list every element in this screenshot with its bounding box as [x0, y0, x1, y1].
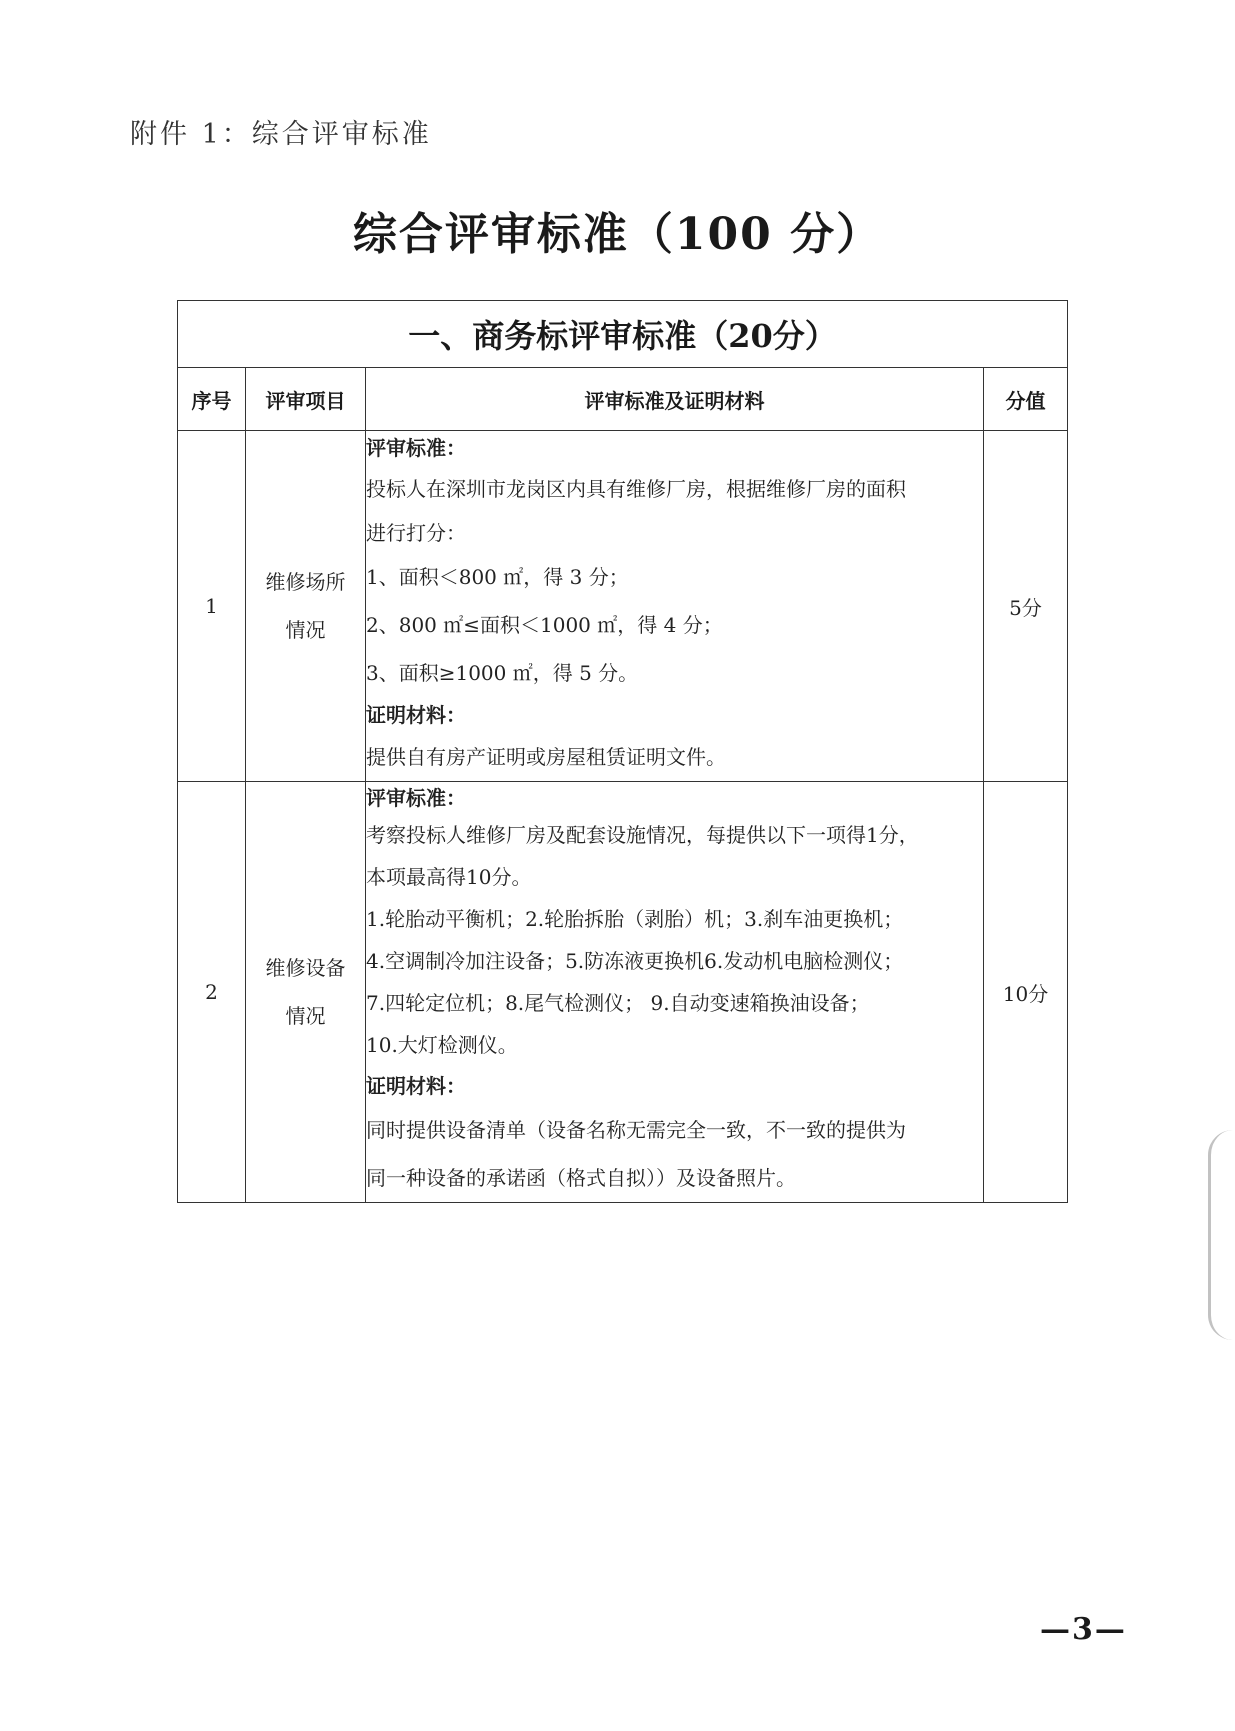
row-number: 2	[178, 782, 246, 1203]
attachment-label: 附件 1：综合评审标准	[130, 119, 432, 150]
criteria-line: 1.轮胎动平衡机；2.轮胎拆胎（剥胎）机；3.刹车油更换机；	[366, 907, 904, 931]
criteria-line: 10.大灯检测仪。	[366, 1033, 518, 1057]
evidence-label: 证明材料：	[366, 1074, 466, 1098]
evidence-line: 同时提供设备清单（设备名称无需完全一致，不一致的提供为	[366, 1118, 906, 1142]
review-criteria-table	[177, 300, 1068, 1203]
section-title: 一、商务标评审标准（20分）	[178, 301, 1068, 368]
review-item-line: 情况	[285, 618, 326, 642]
review-item-line: 维修设备	[265, 956, 346, 980]
evidence-line: 同一种设备的承诺函（格式自拟））及设备照片。	[366, 1166, 796, 1190]
criteria-label: 评审标准：	[366, 786, 466, 810]
criteria-line: 本项最高得10分。	[366, 865, 532, 889]
review-item	[246, 431, 366, 782]
evidence-line: 提供自有房产证明或房屋租赁证明文件。	[366, 745, 726, 769]
score-value: 5分	[984, 431, 1068, 782]
criteria-line: 进行打分：	[366, 521, 466, 545]
table-header-row	[178, 368, 1068, 431]
review-item	[246, 782, 366, 1203]
criteria-line: 7.四轮定位机；8.尾气检测仪； 9.自动变速箱换油设备；	[366, 991, 870, 1015]
page-number: —3—	[1040, 1612, 1127, 1647]
criteria-line: 1、面积＜800 ㎡，得 3 分；	[366, 565, 629, 589]
review-item-line: 情况	[285, 1004, 326, 1028]
criteria-cell	[366, 431, 984, 782]
column-header-no: 序号	[178, 368, 246, 431]
review-item-line: 维修场所	[265, 570, 346, 594]
table-row	[178, 782, 1068, 1203]
criteria-cell	[366, 782, 984, 1203]
criteria-line: 考察投标人维修厂房及配套设施情况，每提供以下一项得1分，	[366, 823, 919, 847]
document-title: 综合评审标准（100 分）	[352, 209, 883, 260]
criteria-line: 4.空调制冷加注设备；5.防冻液更换机6.发动机电脑检测仪；	[366, 949, 904, 973]
column-header-score: 分值	[984, 368, 1068, 431]
criteria-line: 投标人在深圳市龙岗区内具有维修厂房，根据维修厂房的面积	[366, 477, 906, 501]
column-header-criteria: 评审标准及证明材料	[366, 368, 984, 431]
criteria-line: 2、800 ㎡≤面积＜1000 ㎡，得 4 分；	[366, 613, 723, 637]
row-number: 1	[178, 431, 246, 782]
seal-stamp-edge	[1208, 1130, 1233, 1340]
criteria-label: 评审标准：	[366, 436, 466, 460]
section-title-row	[178, 301, 1068, 368]
table-row	[178, 431, 1068, 782]
score-value: 10分	[984, 782, 1068, 1203]
column-header-item: 评审项目	[246, 368, 366, 431]
criteria-line: 3、面积≥1000 ㎡，得 5 分。	[366, 661, 639, 685]
evidence-label: 证明材料：	[366, 703, 466, 727]
